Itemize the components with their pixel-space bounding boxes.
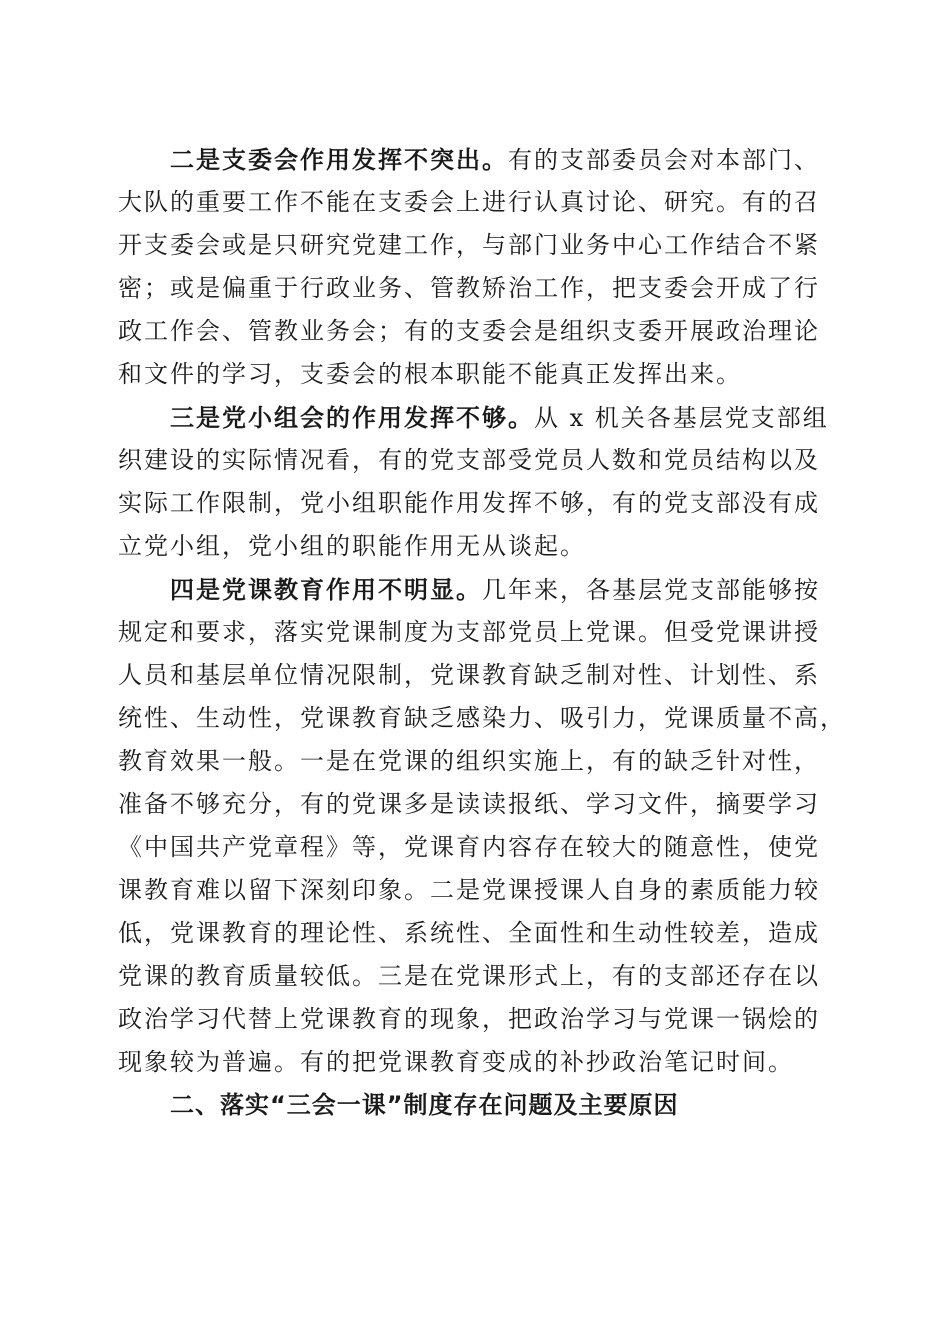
paragraph-line: 党课的教育质量较低。三是在党课形式上，有的支部还存在以 bbox=[118, 962, 820, 990]
paragraph-line: 政工作会、管教业务会；有的支委会是组织支委开展政治理论 bbox=[118, 317, 820, 345]
paragraph-line: 《中国共产党章程》等，党课育内容存在较大的随意性，使党 bbox=[118, 833, 820, 861]
paragraph-line: 和文件的学习，支委会的根本职能不能真正发挥出来。 bbox=[118, 360, 742, 388]
paragraph-lead: 二是支委会作用发挥不突出。 bbox=[170, 145, 508, 174]
paragraph-line: 政治学习代替上党课教育的现象，把政治学习与党课一锅烩的 bbox=[118, 1005, 820, 1033]
paragraph-line: 密；或是偏重于行政业务、管教矫治工作，把支委会开成了行 bbox=[118, 274, 820, 302]
paragraph-line: 现象较为普遍。有的把党课教育变成的补抄政治笔记时间。 bbox=[118, 1048, 794, 1076]
paragraph-line: 人员和基层单位情况限制，党课教育缺乏制对性、计划性、系 bbox=[118, 661, 820, 689]
paragraph-line: 立党小组，党小组的职能作用无从谈起。 bbox=[118, 532, 586, 560]
paragraph-line: 准备不够充分，有的党课多是读读报纸、学习文件，摘要学习 bbox=[118, 790, 820, 818]
paragraph-line: 统性、生动性，党课教育缺乏感染力、吸引力，党课质量不高， bbox=[118, 704, 846, 732]
paragraph-lead: 三是党小组会的作用发挥不够。 bbox=[170, 403, 534, 432]
paragraph-line: 四是党课教育作用不明显。几年来，各基层党支部能够按 bbox=[170, 575, 820, 604]
paragraph-line: 实际工作限制，党小组职能作用发挥不够，有的党支部没有成 bbox=[118, 489, 820, 517]
paragraph-party-group bbox=[118, 396, 830, 568]
section-heading: 二、落实“三会一课”制度存在问题及主要原因 bbox=[170, 1091, 679, 1119]
paragraph-line: 二是支委会作用发挥不突出。有的支部委员会对本部门、 bbox=[170, 145, 820, 174]
paragraph-party-lecture bbox=[118, 568, 846, 1084]
paragraph-line: 低，党课教育的理论性、系统性、全面性和生动性较差，造成 bbox=[118, 919, 820, 947]
paragraph-line: 规定和要求，落实党课制度为支部党员上党课。但受党课讲授 bbox=[118, 618, 820, 646]
paragraph-line: 三是党小组会的作用发挥不够。从 x 机关各基层党支部组 bbox=[170, 403, 829, 432]
paragraph-line: 大队的重要工作不能在支委会上进行认真讨论、研究。有的召 bbox=[118, 188, 820, 216]
paragraph-line: 课教育难以留下深刻印象。二是党课授课人自身的素质能力较 bbox=[118, 876, 820, 904]
paragraph-line: 开支委会或是只研究党建工作，与部门业务中心工作结合不紧 bbox=[118, 231, 820, 259]
paragraph-branch-committee bbox=[118, 138, 830, 396]
paragraph-line: 织建设的实际情况看，有的党支部受党员人数和党员结构以及 bbox=[118, 446, 820, 474]
paragraph-line: 教育效果一般。一是在党课的组织实施上，有的缺乏针对性， bbox=[118, 747, 820, 775]
paragraph-lead: 四是党课教育作用不明显。 bbox=[170, 575, 482, 604]
document-body bbox=[118, 138, 846, 1127]
